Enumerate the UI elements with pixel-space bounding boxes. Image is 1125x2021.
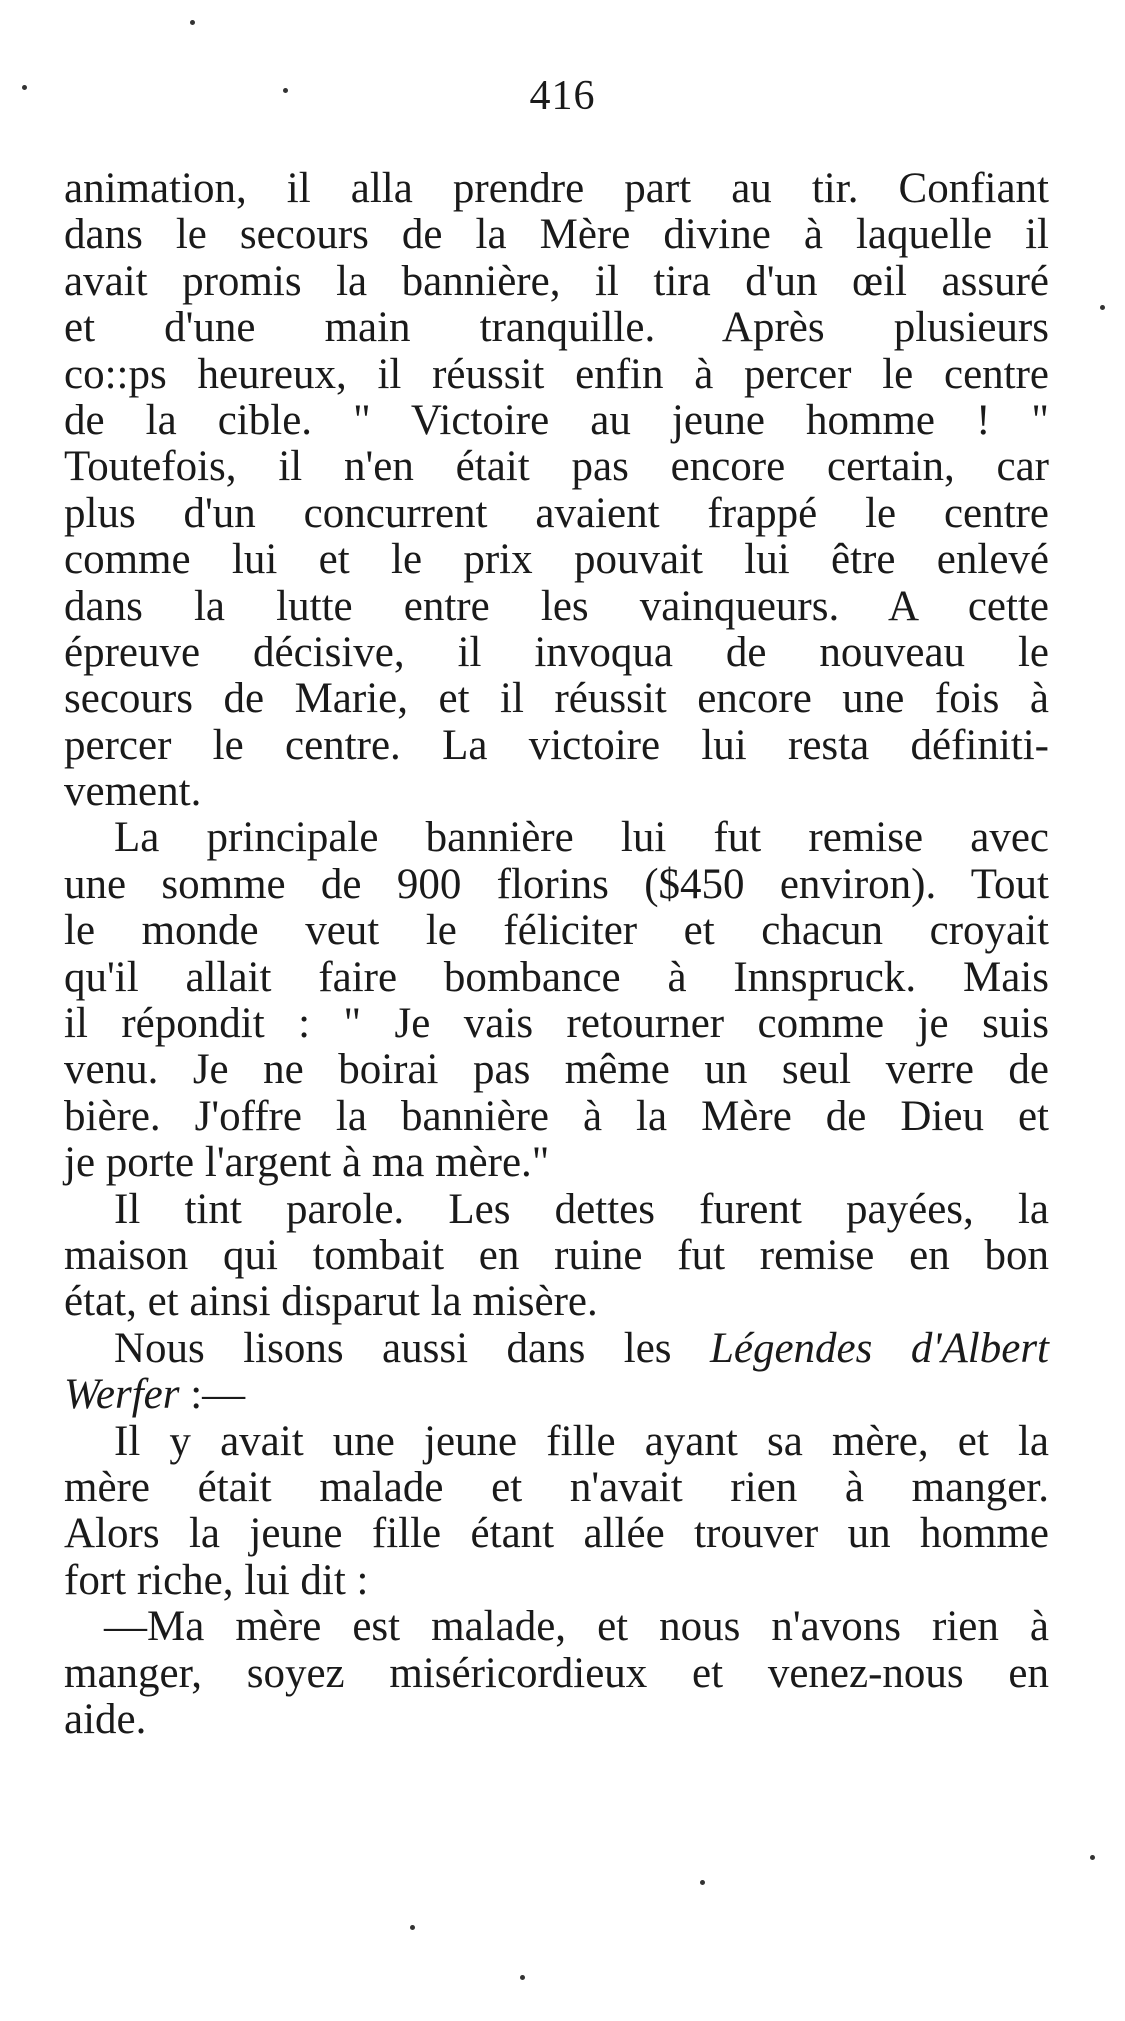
scan-speck — [410, 1925, 415, 1930]
text-line: mère était malade et n'avait rien à manger. — [64, 1463, 1049, 1511]
paragraph-first-line — [64, 1326, 1049, 1372]
text-line: fort riche, lui dit : — [64, 1556, 369, 1604]
text-line: épreuve décisive, il invoqua de nouveau le — [64, 628, 1049, 676]
text-line: plus d'un concurrent avaient frappé le centre — [64, 489, 1049, 537]
scan-speck — [520, 1975, 525, 1980]
text-line: il répondit : " Je vais retourner comme je suis — [64, 1000, 1049, 1048]
body-text — [64, 166, 1049, 1743]
text-span: Nous lisons aussi dans les — [114, 1324, 710, 1372]
text-line: venu. Je ne boirai pas même un seul verre de — [64, 1046, 1049, 1094]
text-line: je porte l'argent à ma mère." — [64, 1139, 550, 1187]
text-span: :— — [179, 1371, 246, 1419]
text-line: bière. J'offre la bannière à la Mère de Dieu et — [64, 1092, 1049, 1140]
italic-title: Légendes d'Albert — [709, 1324, 1049, 1372]
text-line: dans le secours de la Mère divine à laquelle il — [64, 211, 1049, 259]
text-line: une somme de 900 florins ($450 environ). Tout — [64, 860, 1049, 908]
text-line: et d'une main tranquille. Après plusieurs — [64, 304, 1049, 352]
text-line: dans la lutte entre les vainqueurs. A cette — [64, 582, 1049, 630]
scan-speck — [700, 1880, 705, 1885]
text-line: co::ps heureux, il réussit enfin à percer le centre — [64, 350, 1049, 398]
text-line: manger, soyez miséricordieux et venez-nous en — [64, 1649, 1049, 1697]
page-number: 416 — [529, 73, 596, 119]
paragraph-first-line: La principale bannière lui fut remise avec — [114, 814, 1049, 862]
text-line: aide. — [64, 1695, 147, 1743]
scan-speck — [22, 85, 27, 90]
text-line: percer le centre. La victoire lui resta définiti- — [64, 721, 1049, 769]
paragraph-first-line: Il tint parole. Les dettes furent payées, la — [114, 1185, 1049, 1233]
text-line: maison qui tombait en ruine fut remise en bon — [64, 1231, 1049, 1279]
scan-speck — [1090, 1855, 1095, 1860]
text-line: de la cible. " Victoire au jeune homme ! " — [64, 396, 1049, 444]
text-line: avait promis la bannière, il tira d'un œil assuré — [64, 257, 1049, 305]
italic-title: Werfer — [64, 1371, 180, 1419]
text-line: vement. — [64, 768, 202, 816]
text-line: le monde veut le féliciter et chacun croyait — [64, 907, 1049, 955]
text-line: Alors la jeune fille étant allée trouver un homme — [64, 1510, 1049, 1558]
scan-speck — [190, 20, 195, 25]
text-line: animation, il alla prendre part au tir. Confiant — [64, 165, 1049, 212]
text-line: secours de Marie, et il réussit encore une fois à — [64, 675, 1049, 723]
text-line: état, et ainsi disparut la misère. — [64, 1278, 598, 1326]
text-line — [64, 1372, 1049, 1418]
paragraph-first-line: —Ma mère est malade, et nous n'avons rien à — [104, 1603, 1049, 1651]
scan-speck — [283, 88, 288, 93]
scan-speck — [1100, 305, 1105, 310]
text-line: qu'il allait faire bombance à Innspruck. Mais — [64, 953, 1049, 1001]
text-line: comme lui et le prix pouvait lui être enlevé — [64, 536, 1049, 584]
paragraph-first-line: Il y avait une jeune fille ayant sa mère, et la — [114, 1417, 1049, 1465]
text-line: Toutefois, il n'en était pas encore certain, car — [64, 443, 1049, 491]
